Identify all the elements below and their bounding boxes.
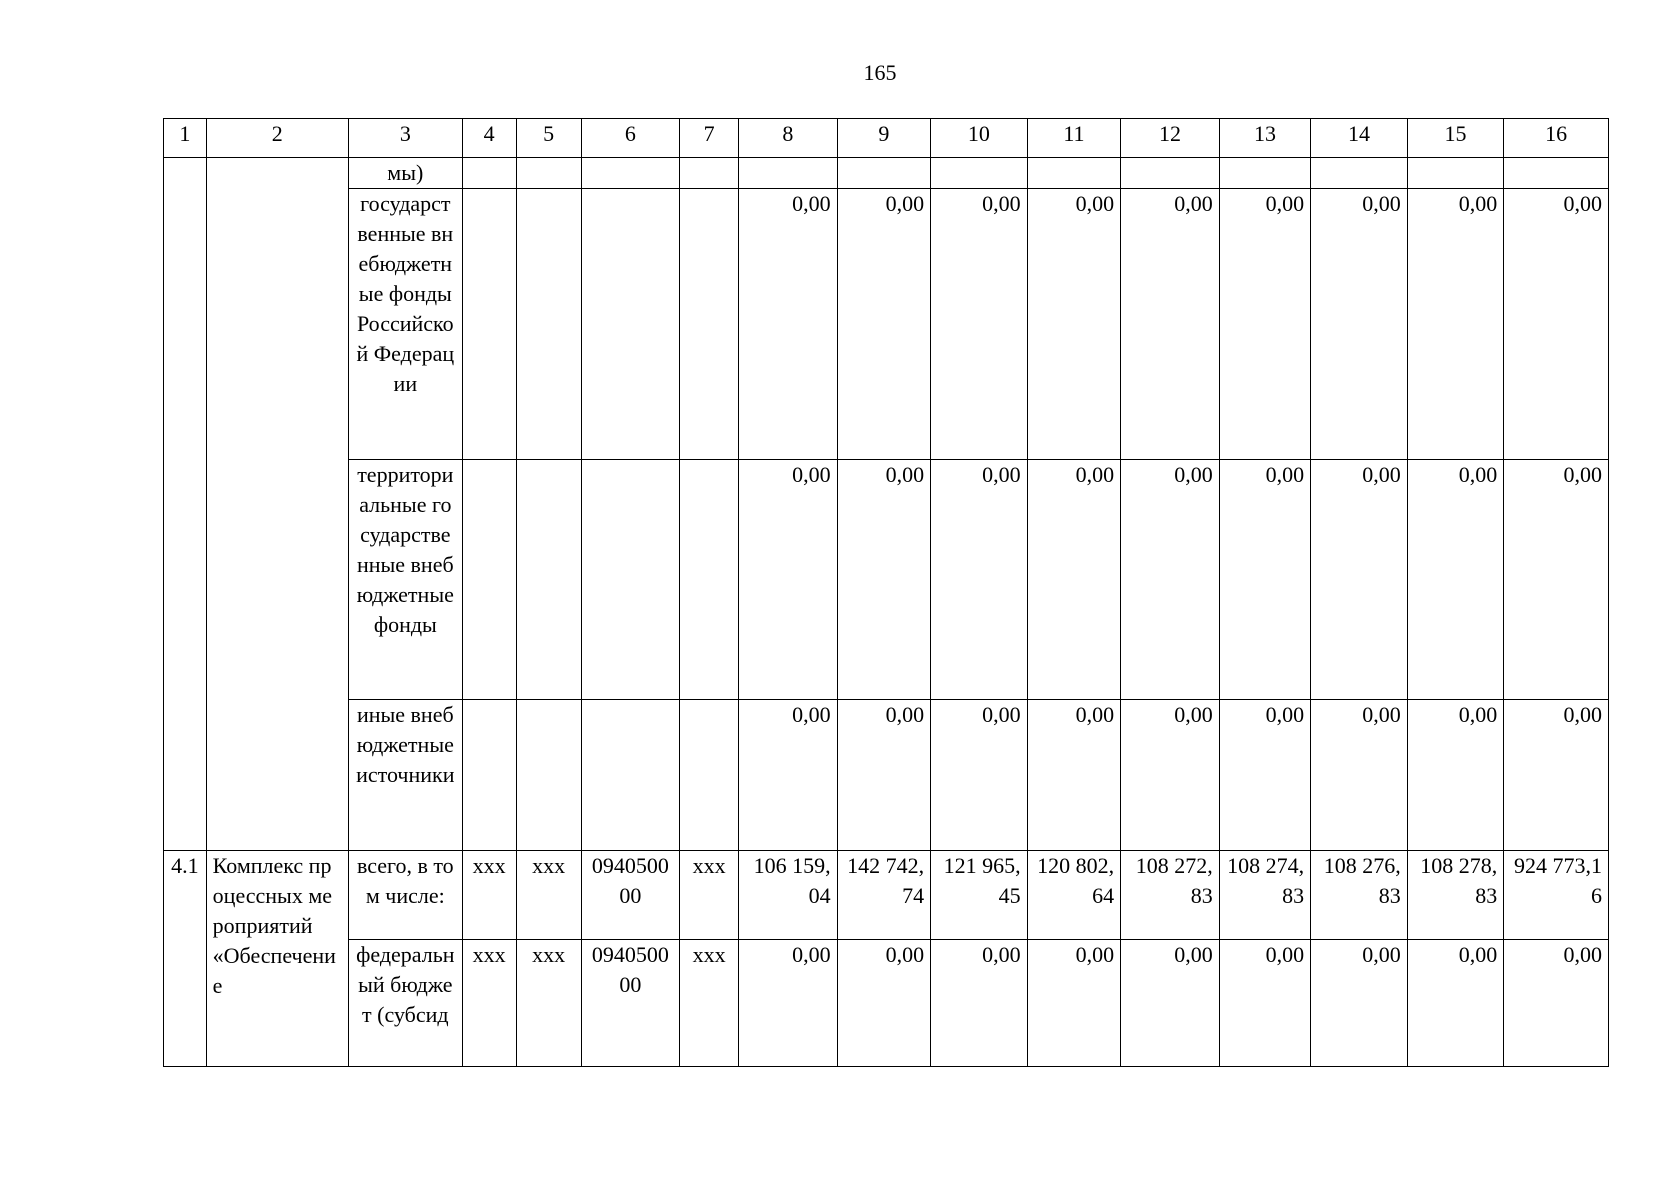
column-header: 2: [206, 119, 348, 158]
column-number-row: [164, 119, 1609, 158]
empty-cell: [516, 189, 581, 460]
funding-source-cell: иные внебюджетные источники: [348, 700, 462, 851]
amount-cell: 0,00: [931, 460, 1028, 700]
column-header: 7: [680, 119, 739, 158]
amount-cell: 0,00: [739, 460, 838, 700]
table-row: [164, 851, 1609, 940]
empty-cell: [1219, 158, 1310, 189]
code-cell: ххх: [516, 940, 581, 1067]
table-row: [164, 700, 1609, 851]
row-number-cell: [164, 158, 207, 851]
column-header: 11: [1027, 119, 1120, 158]
amount-cell: 108 276,83: [1311, 851, 1408, 940]
amount-cell: 0,00: [1407, 460, 1504, 700]
empty-cell: [581, 460, 680, 700]
amount-cell: 0,00: [1219, 940, 1310, 1067]
empty-cell: [739, 158, 838, 189]
funding-source-cell: государственные внебюджетные фонды Российской Федерации: [348, 189, 462, 460]
amount-cell: 0,00: [931, 940, 1028, 1067]
amount-cell: 0,00: [1121, 700, 1220, 851]
amount-cell: 0,00: [837, 940, 930, 1067]
amount-cell: 0,00: [1121, 940, 1220, 1067]
code-cell: ххх: [680, 851, 739, 940]
table-row: [164, 189, 1609, 460]
amount-cell: 0,00: [1027, 460, 1120, 700]
amount-cell: 0,00: [1311, 700, 1408, 851]
page-number: 165: [863, 60, 897, 85]
column-header: 12: [1121, 119, 1220, 158]
column-header: 5: [516, 119, 581, 158]
row-number-cell: 4.1: [164, 851, 207, 1067]
amount-cell: 0,00: [1027, 189, 1120, 460]
amount-cell: 0,00: [1504, 460, 1609, 700]
amount-cell: 108 272,83: [1121, 851, 1220, 940]
code-cell: 094050000: [581, 940, 680, 1067]
amount-cell: 0,00: [1407, 700, 1504, 851]
amount-cell: 0,00: [1504, 700, 1609, 851]
empty-cell: [1121, 158, 1220, 189]
budget-table: [163, 118, 1609, 1067]
amount-cell: 0,00: [837, 460, 930, 700]
amount-cell: 0,00: [1121, 460, 1220, 700]
empty-cell: [837, 158, 930, 189]
code-cell: 094050000: [581, 851, 680, 940]
amount-cell: 120 802,64: [1027, 851, 1120, 940]
row-name-cell: [206, 158, 348, 851]
code-cell: ххх: [462, 940, 516, 1067]
funding-source-cell: мы): [348, 158, 462, 189]
empty-cell: [462, 189, 516, 460]
empty-cell: [1027, 158, 1120, 189]
amount-cell: 0,00: [1407, 189, 1504, 460]
amount-cell: 0,00: [1219, 700, 1310, 851]
column-header: 13: [1219, 119, 1310, 158]
empty-cell: [462, 158, 516, 189]
empty-cell: [680, 158, 739, 189]
amount-cell: 0,00: [1027, 700, 1120, 851]
column-header: 14: [1311, 119, 1408, 158]
column-header: 1: [164, 119, 207, 158]
funding-source-cell: всего, в том числе:: [348, 851, 462, 940]
empty-cell: [680, 700, 739, 851]
amount-cell: 0,00: [1027, 940, 1120, 1067]
table-row: [164, 940, 1609, 1067]
row-name-cell: Комплекс процессных мероприятий «Обеспечение: [206, 851, 348, 1067]
amount-cell: 0,00: [1407, 940, 1504, 1067]
table-row: [164, 158, 1609, 189]
amount-cell: 106 159,04: [739, 851, 838, 940]
empty-cell: [516, 460, 581, 700]
amount-cell: 0,00: [739, 189, 838, 460]
code-cell: ххх: [462, 851, 516, 940]
amount-cell: 0,00: [1121, 189, 1220, 460]
amount-cell: 0,00: [931, 189, 1028, 460]
column-header: 10: [931, 119, 1028, 158]
empty-cell: [1504, 158, 1609, 189]
amount-cell: 924 773,16: [1504, 851, 1609, 940]
funding-source-cell: территориальные государственные внебюджетные фонды: [348, 460, 462, 700]
amount-cell: 121 965,45: [931, 851, 1028, 940]
empty-cell: [680, 460, 739, 700]
amount-cell: 0,00: [739, 700, 838, 851]
amount-cell: 0,00: [1219, 460, 1310, 700]
amount-cell: 0,00: [931, 700, 1028, 851]
column-header: 3: [348, 119, 462, 158]
table-row: [164, 460, 1609, 700]
amount-cell: 0,00: [1311, 940, 1408, 1067]
empty-cell: [581, 189, 680, 460]
empty-cell: [1311, 158, 1408, 189]
code-cell: ххх: [680, 940, 739, 1067]
empty-cell: [1407, 158, 1504, 189]
amount-cell: 0,00: [837, 700, 930, 851]
empty-cell: [516, 158, 581, 189]
column-header: 15: [1407, 119, 1504, 158]
column-header: 8: [739, 119, 838, 158]
empty-cell: [516, 700, 581, 851]
amount-cell: 0,00: [1504, 940, 1609, 1067]
column-header: 16: [1504, 119, 1609, 158]
column-header: 6: [581, 119, 680, 158]
empty-cell: [931, 158, 1028, 189]
amount-cell: 0,00: [837, 189, 930, 460]
column-header: 9: [837, 119, 930, 158]
amount-cell: 108 278,83: [1407, 851, 1504, 940]
amount-cell: 142 742,74: [837, 851, 930, 940]
amount-cell: 0,00: [1504, 189, 1609, 460]
code-cell: ххх: [516, 851, 581, 940]
amount-cell: 0,00: [1311, 189, 1408, 460]
amount-cell: 0,00: [739, 940, 838, 1067]
amount-cell: 108 274,83: [1219, 851, 1310, 940]
empty-cell: [581, 158, 680, 189]
amount-cell: 0,00: [1311, 460, 1408, 700]
column-header: 4: [462, 119, 516, 158]
empty-cell: [462, 700, 516, 851]
empty-cell: [462, 460, 516, 700]
funding-source-cell: федеральный бюджет (субсид: [348, 940, 462, 1067]
empty-cell: [680, 189, 739, 460]
amount-cell: 0,00: [1219, 189, 1310, 460]
empty-cell: [581, 700, 680, 851]
